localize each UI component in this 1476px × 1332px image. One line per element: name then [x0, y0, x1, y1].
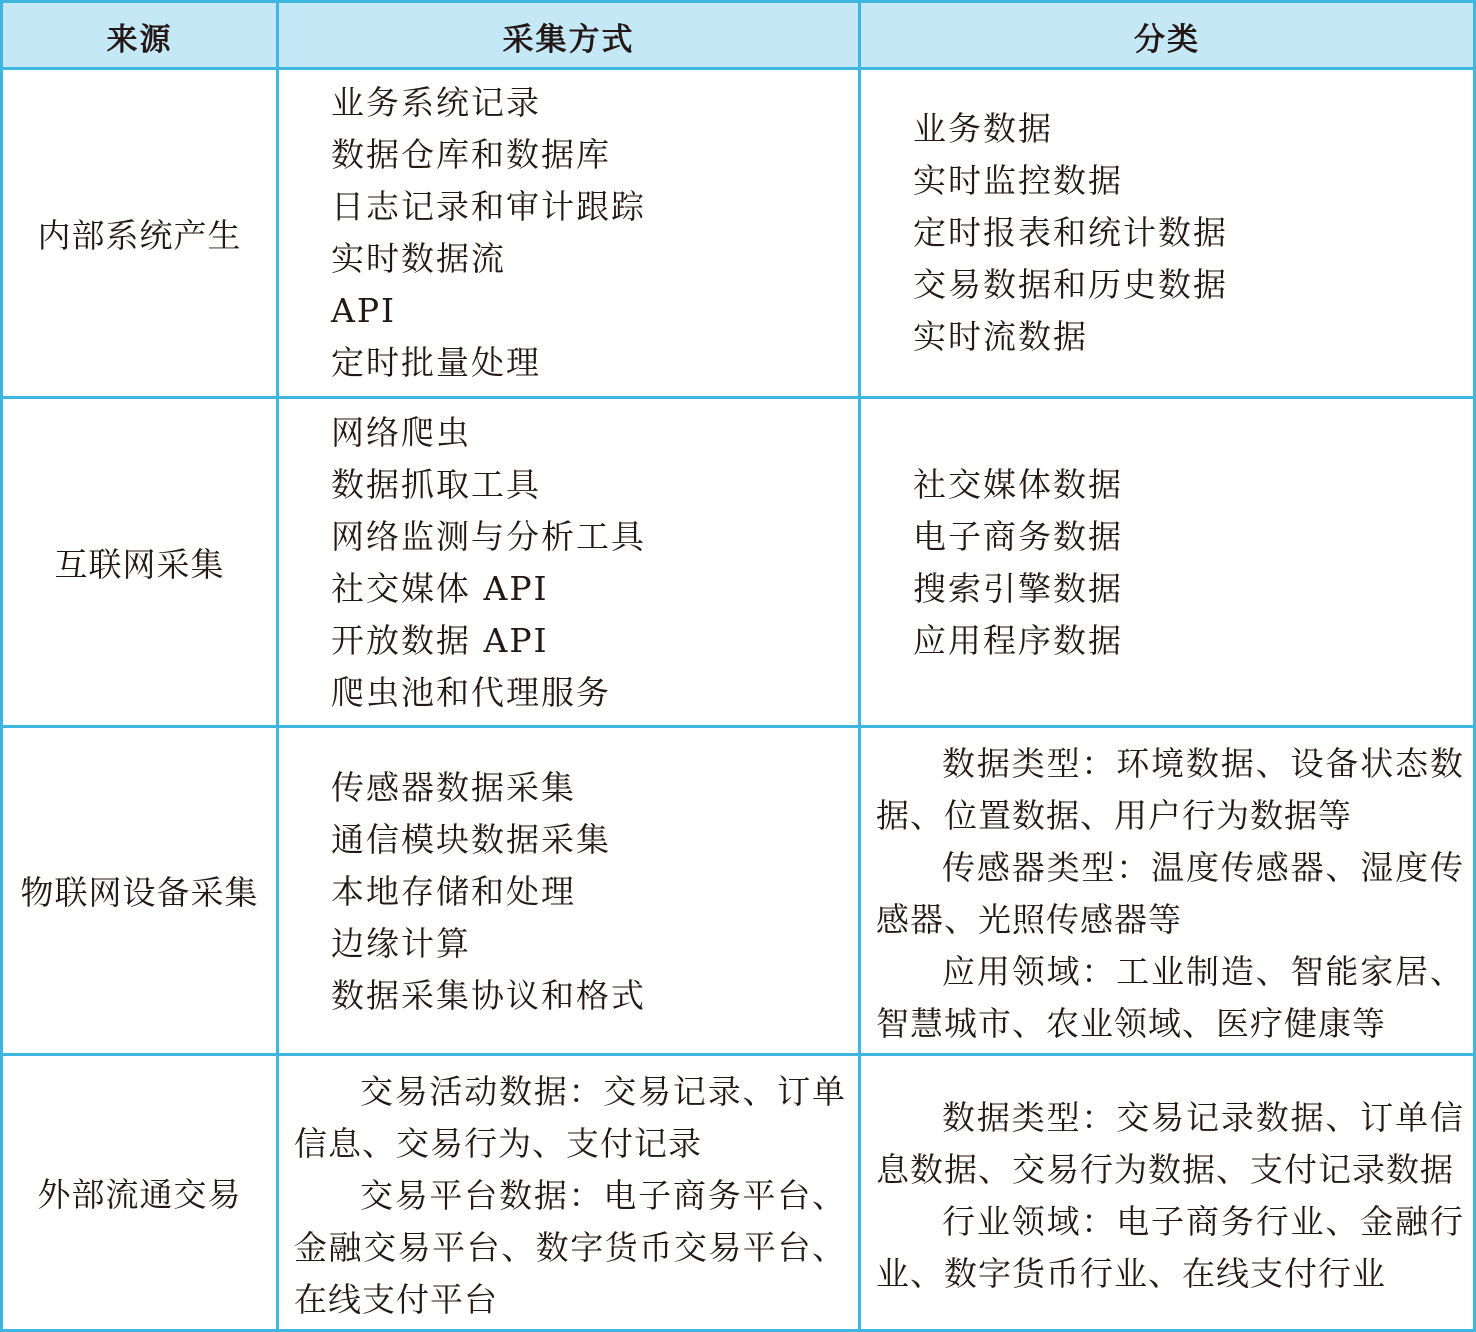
header-source: 来源	[106, 21, 173, 58]
list-item: 网络监测与分析工具	[331, 517, 646, 556]
category-list	[913, 103, 1228, 363]
method-list	[331, 762, 646, 1022]
list-item: 数据仓库和数据库	[331, 135, 611, 174]
method-list	[331, 407, 646, 719]
method-list	[331, 77, 646, 389]
header-category: 分类	[1134, 21, 1200, 58]
method-paragraph: 交易平台数据：电子商务平台、金融交易平台、数字货币交易平台、在线支付平台	[294, 1176, 846, 1319]
list-item: 实时监控数据	[913, 161, 1123, 200]
category-list	[913, 459, 1123, 667]
method-paragraphs	[294, 1066, 846, 1326]
list-item: 业务系统记录	[331, 83, 541, 122]
list-item: 社交媒体数据	[913, 465, 1123, 504]
list-item: 社交媒体 API	[331, 569, 549, 608]
list-item: 开放数据 API	[331, 621, 549, 660]
list-item: 本地存储和处理	[331, 872, 576, 911]
list-item: 电子商务数据	[913, 517, 1123, 556]
list-item: 实时数据流	[331, 239, 506, 278]
category-paragraphs	[876, 738, 1464, 1050]
list-item: 搜索引擎数据	[913, 569, 1123, 608]
list-item: 定时报表和统计数据	[913, 213, 1228, 252]
source-cell: 内部系统产生	[37, 215, 242, 255]
list-item: 日志记录和审计跟踪	[331, 187, 646, 226]
category-paragraph: 数据类型：交易记录数据、订单信息数据、交易行为数据、支付记录数据	[876, 1098, 1464, 1189]
header-method: 采集方式	[502, 21, 635, 58]
column-divider	[276, 3, 279, 1329]
list-item: 交易数据和历史数据	[913, 265, 1228, 304]
list-item: 爬虫池和代理服务	[331, 673, 611, 712]
list-item: 数据抓取工具	[331, 465, 541, 504]
list-item: 边缘计算	[331, 924, 471, 963]
source-cell: 物联网设备采集	[20, 873, 259, 912]
list-item: 定时批量处理	[331, 343, 541, 382]
category-paragraph: 应用领域：工业制造、智能家居、智慧城市、农业领域、医疗健康等	[876, 952, 1464, 1043]
table-header-row	[3, 3, 1473, 69]
list-item: 传感器数据采集	[331, 768, 576, 807]
category-paragraphs	[876, 1092, 1464, 1300]
category-paragraph: 传感器类型：温度传感器、湿度传感器、光照传感器等	[876, 848, 1464, 939]
source-cell: 互联网采集	[54, 544, 225, 584]
method-paragraph: 交易活动数据：交易记录、订单信息、交易行为、支付记录	[294, 1072, 846, 1163]
list-item: API	[331, 291, 397, 330]
list-item: 应用程序数据	[913, 621, 1123, 660]
category-paragraph: 行业领域：电子商务行业、金融行业、数字货币行业、在线支付行业	[876, 1202, 1464, 1293]
list-item: 业务数据	[913, 109, 1053, 148]
list-item: 通信模块数据采集	[331, 820, 611, 859]
column-divider	[858, 3, 861, 1329]
category-paragraph: 数据类型：环境数据、设备状态数据、位置数据、用户行为数据等	[876, 744, 1464, 835]
source-cell: 外部流通交易	[37, 1175, 242, 1214]
list-item: 数据采集协议和格式	[331, 976, 646, 1015]
list-item: 实时流数据	[913, 317, 1088, 356]
list-item: 网络爬虫	[331, 413, 471, 452]
